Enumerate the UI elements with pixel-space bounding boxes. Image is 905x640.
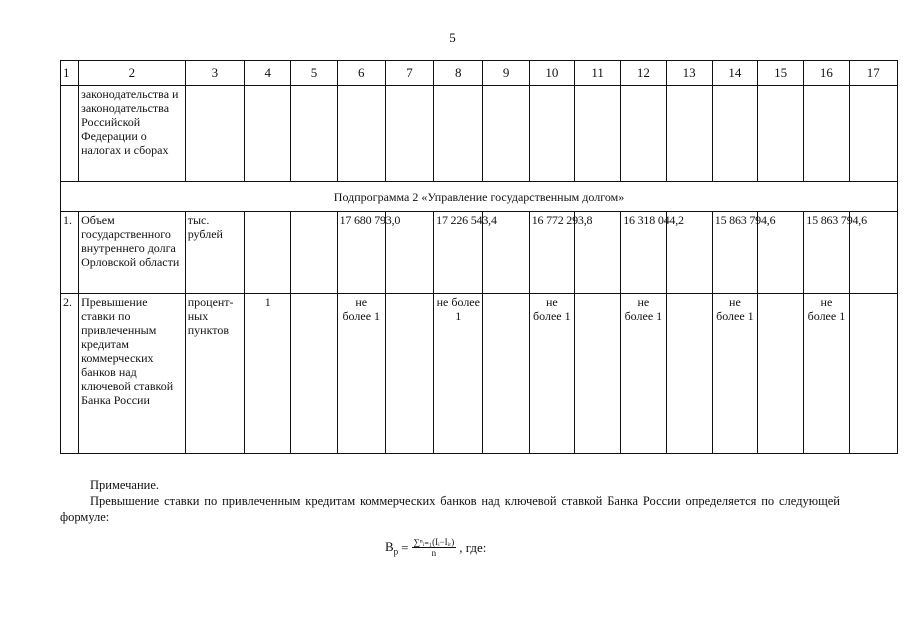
col-header: 1 (61, 61, 79, 86)
col-header: 6 (337, 61, 385, 86)
unit: тыс. рублей (185, 212, 244, 294)
col-header: 3 (185, 61, 244, 86)
value-cell: 17 226 543,4 (434, 212, 483, 294)
indicator-name: Превышение ставки по привлеченным кредитам коммерческих банков над ключевой ставкой Банка России (79, 294, 186, 454)
value-cell: не более 1 (529, 294, 574, 454)
col-header: 16 (804, 61, 849, 86)
col-header: 5 (291, 61, 337, 86)
indicators-table (60, 60, 898, 454)
col-header: 14 (712, 61, 757, 86)
row-number: 2. (61, 294, 79, 454)
page-number: 5 (449, 30, 456, 45)
indicator-name: Объем государственного внутреннего долга Орловской области (79, 212, 186, 294)
unit: процент-ных пунктов (185, 294, 244, 454)
subprogram-row (61, 182, 898, 212)
col-header: 9 (483, 61, 529, 86)
note-text: Превышение ставки по привлеченным кредитам коммерческих банков над ключевой ставкой Банка России определяется по следующей формуле: (60, 494, 840, 524)
col-header: 10 (529, 61, 574, 86)
value-cell: не более 1 (621, 294, 666, 454)
note-label: Примечание. (90, 478, 160, 492)
col-header: 11 (574, 61, 620, 86)
col-header: 13 (666, 61, 712, 86)
value-cell: 16 318 044,2 (621, 212, 666, 294)
value-cell: не более 1 (434, 294, 483, 454)
table-row (61, 212, 898, 294)
column-number-row (61, 61, 898, 86)
row-number: 1. (61, 212, 79, 294)
formula-suffix: , где: (459, 539, 487, 555)
col-header: 2 (79, 61, 186, 86)
table-row (61, 294, 898, 454)
value-cell: не более 1 (337, 294, 385, 454)
continuation-row (61, 86, 898, 182)
formula-eq: = (401, 539, 409, 555)
base-value: 1 (245, 294, 291, 454)
indicator-name: законодательства и законодательства Российской Федерации о налогах и сборах (79, 86, 186, 182)
value-cell: 16 772 293,8 (529, 212, 574, 294)
subprogram-title: Подпрограмма 2 «Управление государственным долгом» (61, 182, 898, 212)
value-cell: не более 1 (712, 294, 757, 454)
col-header: 4 (245, 61, 291, 86)
col-header: 17 (849, 61, 897, 86)
value-cell: 15 863 794,6 (804, 212, 849, 294)
col-header: 12 (621, 61, 666, 86)
formula-denominator: n (431, 548, 437, 558)
col-header: 15 (758, 61, 804, 86)
formula (385, 537, 486, 558)
value-cell: 15 863 794,6 (712, 212, 757, 294)
formula-fraction (412, 537, 457, 558)
formula-lhs: $B_p$ (385, 538, 399, 557)
formula-numerator: ∑ⁿᵢ₌₁(Iᵢ−Iᵢᵣ) (413, 537, 455, 547)
value-cell: 17 680 793,0 (337, 212, 385, 294)
base-value (245, 212, 291, 294)
col-header: 8 (434, 61, 483, 86)
col-header: 7 (385, 61, 433, 86)
value-cell: не более 1 (804, 294, 849, 454)
